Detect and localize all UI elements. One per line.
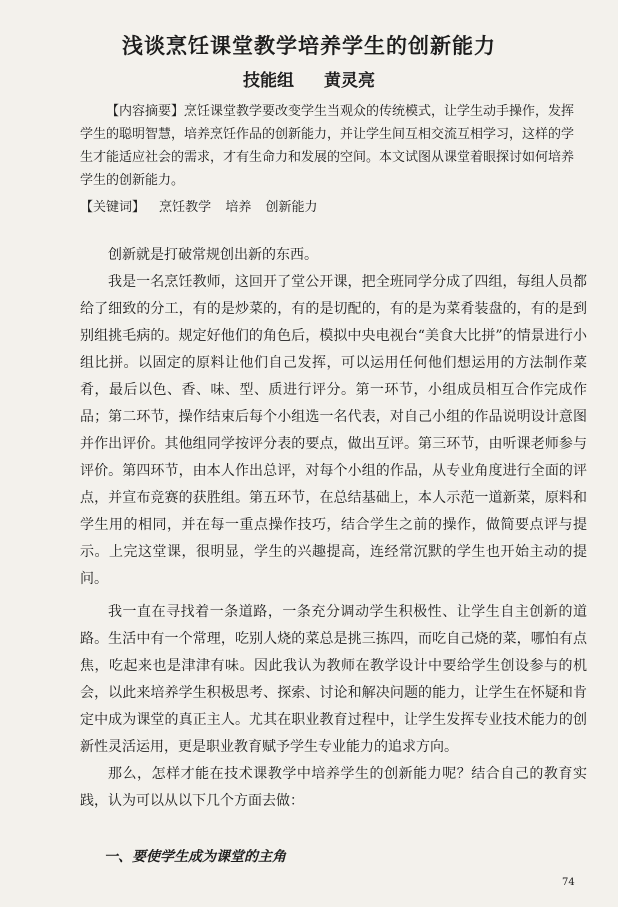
paragraph: 那么，怎样才能在技术课教学中培养学生的创新能力呢？结合自己的教育实践，认为可以从以下几个方面去做： (80, 766, 587, 809)
paragraph: 创新就是打破常规创出新的东西。 (108, 247, 318, 263)
keyword-item: 培养 (225, 200, 252, 215)
abstract-label: 【内容摘要】 (106, 104, 185, 119)
article-title: 浅谈烹饪课堂教学培养学生的创新能力 (122, 34, 496, 58)
author-name: 黄灵亮 (323, 71, 375, 91)
keyword-item: 烹饪教学 (159, 200, 212, 215)
page-number: 74 (562, 877, 575, 888)
article-body (80, 242, 587, 815)
abstract-text: 烹饪课堂教学要改变学生当观众的传统模式，让学生动手操作，发挥学生的聪明智慧，培养烹饪作品的创新能力，并让学生间互相交流互相学习，这样的学生才能适应社会的需求，才有生命力和发展的空间。本文试图从课堂着眼探讨如何培养学生的创新能力。 (80, 104, 575, 188)
paragraph: 我一直在寻找着一条道路，一条充分调动学生积极性、让学生自主创新的道路。生活中有一个常理，吃别人烧的菜总是挑三拣四，而吃自己烧的菜，哪怕有点焦，吃起来也是津津有味。因此我认为教师在教学设计中要给学生创设参与的机会，以此来培养学生积极思考、探索、讨论和解决问题的能力，让学生在怀疑和肯定中成为课堂的真正主人。尤其在职业教育过程中，让学生发挥专业技术能力的创新性灵活运用，更是职业教育赋予学生专业能力的追求方向。 (80, 604, 587, 755)
keywords-label: 【关键词】 (80, 200, 146, 215)
abstract (80, 100, 585, 192)
paragraph: 我是一名烹饪教师，这回开了堂公开课，把全班同学分成了四组，每组人员都给了细致的分工，有的是炒菜的，有的是切配的，有的是为菜肴装盘的，有的是到别组挑毛病的。规定好他们的角色后，模拟中央电视台“美食大比拼”的情景进行小组比拼。以固定的原料让他们自己发挥，可以运用任何他们想运用的方法制作菜肴，最后以色、香、味、型、质进行评分。第一环节，小组成员相互合作完成作品；第二环节，操作结束后每个小组选一名代表，对自己小组的作品说明设计意图并作出评价。其他组同学按评分表的要点，做出互评。第三环节，由听课老师参与评价。第四环节，由本人作出总评，对每个小组的作品，从专业角度进行全面的评点，并宣布竞赛的获胜组。第五环节，在总结基础上，本人示范一道新菜，原料和学生用的相同，并在每一重点操作技巧，结合学生之前的操作，做简要点评与提示。上完这堂课，很明显，学生的兴趣提高，连经常沉默的学生也开始主动的提问。 (80, 274, 587, 587)
keywords (80, 196, 317, 215)
section-heading: 一、要使学生成为课堂的主角 (104, 849, 286, 865)
keyword-item: 创新能力 (265, 200, 318, 215)
author-line (0, 66, 618, 91)
author-group: 技能组 (243, 71, 295, 91)
